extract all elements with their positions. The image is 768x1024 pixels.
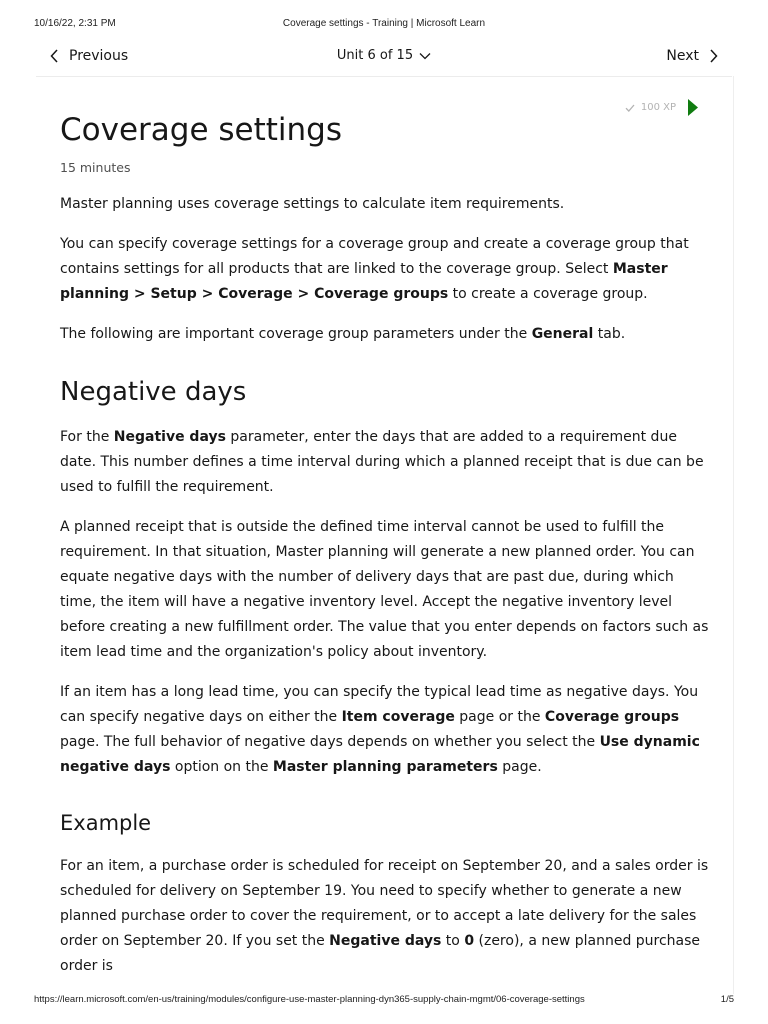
item-coverage-term: Item coverage (341, 709, 455, 726)
general-tab-term: General (531, 326, 594, 343)
text-run: You can specify coverage settings for a coverage group and create a coverage group that contains settings for all products that are linked to the coverage group. Select (60, 236, 689, 278)
text-run: If an item has a long lead time, you can specify the typical lead time as negative days. You can specify negative days on either the (60, 684, 699, 726)
general-tab-paragraph (60, 322, 714, 347)
master-planning-parameters-term: Master planning parameters (272, 759, 498, 776)
chevron-right-icon (709, 49, 718, 63)
zero-value: 0 (464, 932, 475, 949)
nav-divider (36, 76, 732, 77)
text-run: For the (60, 429, 114, 446)
next-label: Next (666, 48, 699, 64)
duration-label: 15 minutes (60, 160, 131, 176)
checkmark-icon (625, 104, 635, 112)
next-button[interactable] (666, 48, 718, 64)
negative-days-heading: Negative days (60, 377, 247, 408)
print-header (34, 18, 734, 32)
print-url: https://learn.microsoft.com/en-us/training/modules/configure-use-master-planning-dyn365-supply-chain-mgmt/06-coverage-settings (34, 994, 585, 1005)
content-border (733, 76, 734, 994)
unit-selector[interactable] (36, 48, 732, 63)
print-page-title: Coverage settings - Training | Microsoft Learn (282, 18, 486, 29)
text-run: tab. (593, 326, 626, 343)
example-paragraph (60, 854, 714, 979)
print-datetime: 10/16/22, 2:31 PM (34, 18, 116, 29)
text-run: to (441, 932, 465, 949)
article-content (60, 112, 714, 979)
text-run: page or the (454, 709, 545, 726)
unit-navigation (36, 46, 732, 70)
previous-label: Previous (69, 48, 129, 64)
negative-days-paragraph-3 (60, 680, 714, 780)
negative-days-paragraph-2: A planned receipt that is outside the defined time interval cannot be used to fulfill the requirement. In that situation, Master planning will generate a new planned order. You can equate negative days with the number of delivery days that are past due, during which time, the item will have a negative inventory level. Accept the negative inventory level before creating a new fulfillment order. The value that you enter depends on factors such as item lead time and the organization's policy about inventory. (60, 519, 709, 661)
chevron-down-icon (419, 52, 431, 60)
coverage-group-paragraph (60, 232, 714, 307)
negative-days-term: Negative days (113, 429, 226, 446)
text-run: page. The full behavior of negative days depends on whether you select the (60, 734, 600, 751)
print-footer (34, 994, 734, 1008)
example-heading: Example (60, 811, 152, 836)
negative-days-paragraph-1 (60, 425, 714, 500)
text-run: The following are important coverage group parameters under the (60, 326, 532, 343)
page-title: Coverage settings (60, 112, 342, 148)
coverage-groups-term: Coverage groups (544, 709, 680, 726)
unit-label: Unit 6 of 15 (336, 48, 414, 63)
text-run: option on the (170, 759, 273, 776)
intro-paragraph: Master planning uses coverage settings to calculate item requirements. (60, 196, 565, 213)
text-run: page. (497, 759, 542, 776)
xp-label: 100 XP (640, 102, 676, 113)
text-run: (zero), a new planned purchase order is (60, 932, 701, 974)
text-run: to create a coverage group. (448, 286, 648, 303)
text-run: For an item, a purchase order is scheduled for receipt on September 20, and a sales order is scheduled for delivery on September 19. You need to specify whether to generate a new planned purchase order to cover the requirement, or to accept a late delivery for the sales order on September 20. If you set the (60, 857, 709, 949)
menu-path: Master planning > Setup > Coverage > Coverage groups (60, 261, 668, 303)
dynamic-negative-days-term: Use dynamic negative days (60, 734, 700, 776)
print-page-number: 1/5 (720, 994, 734, 1005)
negative-days-term: Negative days (329, 932, 442, 949)
text-run: parameter, enter the days that are added to a requirement due date. This number defines a time interval during which a planned receipt that is due can be used to fulfill the requirement. (60, 429, 704, 496)
